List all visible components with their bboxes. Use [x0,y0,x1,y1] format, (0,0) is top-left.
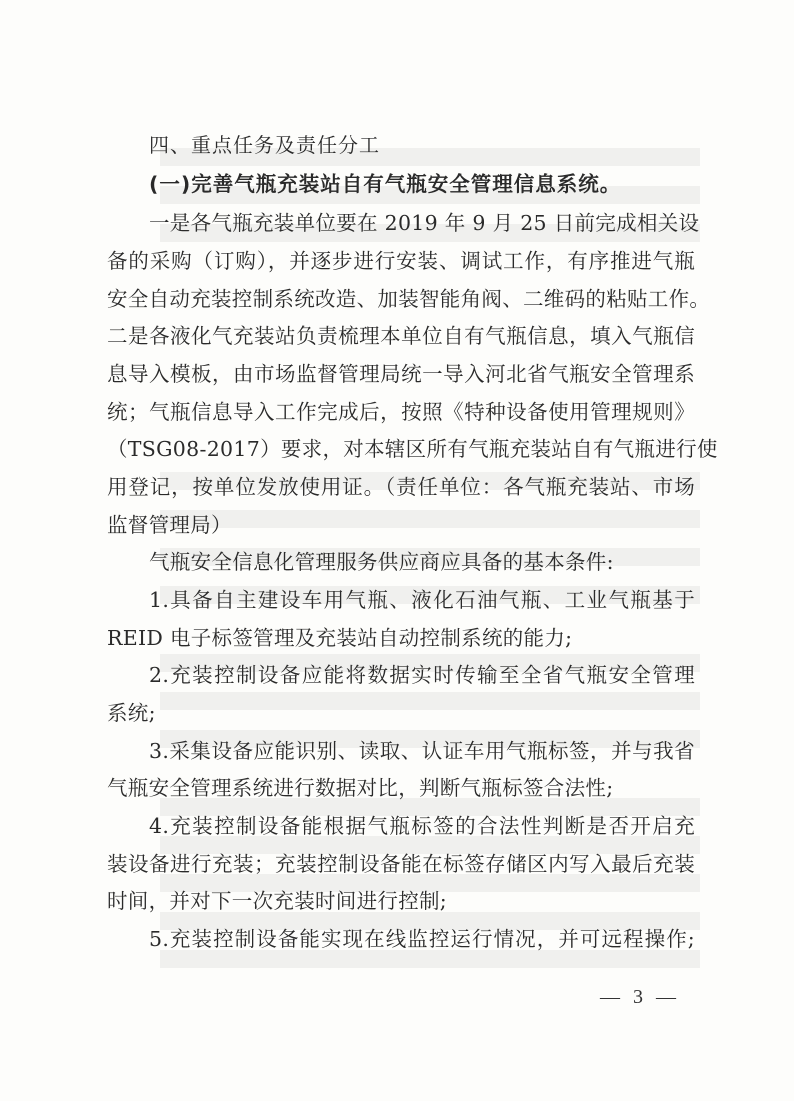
condition-line: 时间，并对下一次充装时间进行控制; [107,889,448,913]
paragraph-line: 用登记，按单位发放使用证。（责任单位：各气瓶充装站、市场 [107,475,695,499]
paragraph-line: 安全自动充装控制系统改造、加装智能角阀、二维码的粘贴工作。 [107,287,711,311]
paragraph-line: （TSG08-2017）要求，对本辖区所有气瓶充装站自有气瓶进行使 [107,437,718,461]
condition-line: 系统; [107,701,156,725]
condition-line: 2.充装控制设备应能将数据实时传输至全省气瓶安全管理 [149,663,695,687]
condition-line: 气瓶安全管理系统进行数据对比，判断气瓶标签合法性; [107,776,614,800]
paragraph-line: 二是各液化气充装站负责梳理本单位自有气瓶信息，填入气瓶信 [107,324,695,348]
condition-line: REID 电子标签管理及充装站自动控制系统的能力; [107,626,573,650]
condition-line: 1.具备自主建设车用气瓶、液化石油气瓶、工业气瓶基于 [149,588,695,612]
paragraph-line: 息导入模板，由市场监督管理局统一导入河北省气瓶安全管理系 [107,362,695,386]
paragraph-line: 统；气瓶信息导入工作完成后，按照《特种设备使用管理规则》 [107,400,695,424]
page-number: — 3 — [600,986,680,1008]
paragraph-line: 备的采购（订购），并逐步进行安装、调试工作，有序推进气瓶 [107,249,695,273]
condition-line: 3.采集设备应能识别、读取、认证车用气瓶标签，并与我省 [149,739,695,763]
condition-line: 5.充装控制设备能实现在线监控运行情况，并可远程操作; [149,927,695,951]
paragraph-line: 一是各气瓶充装单位要在 2019 年 9 月 25 日前完成相关设 [149,211,700,235]
condition-line: 4.充装控制设备能根据气瓶标签的合法性判断是否开启充 [149,814,695,838]
sub-heading: (一)完善气瓶充装站自有气瓶安全管理信息系统。 [149,172,622,196]
conditions-intro: 气瓶安全信息化管理服务供应商应具备的基本条件: [149,550,614,574]
condition-line: 装设备进行充装；充装控制设备能在标签存储区内写入最后充装 [107,852,695,876]
section-heading: 四、重点任务及责任分工 [149,133,380,157]
paragraph-line: 监督管理局） [107,513,232,537]
